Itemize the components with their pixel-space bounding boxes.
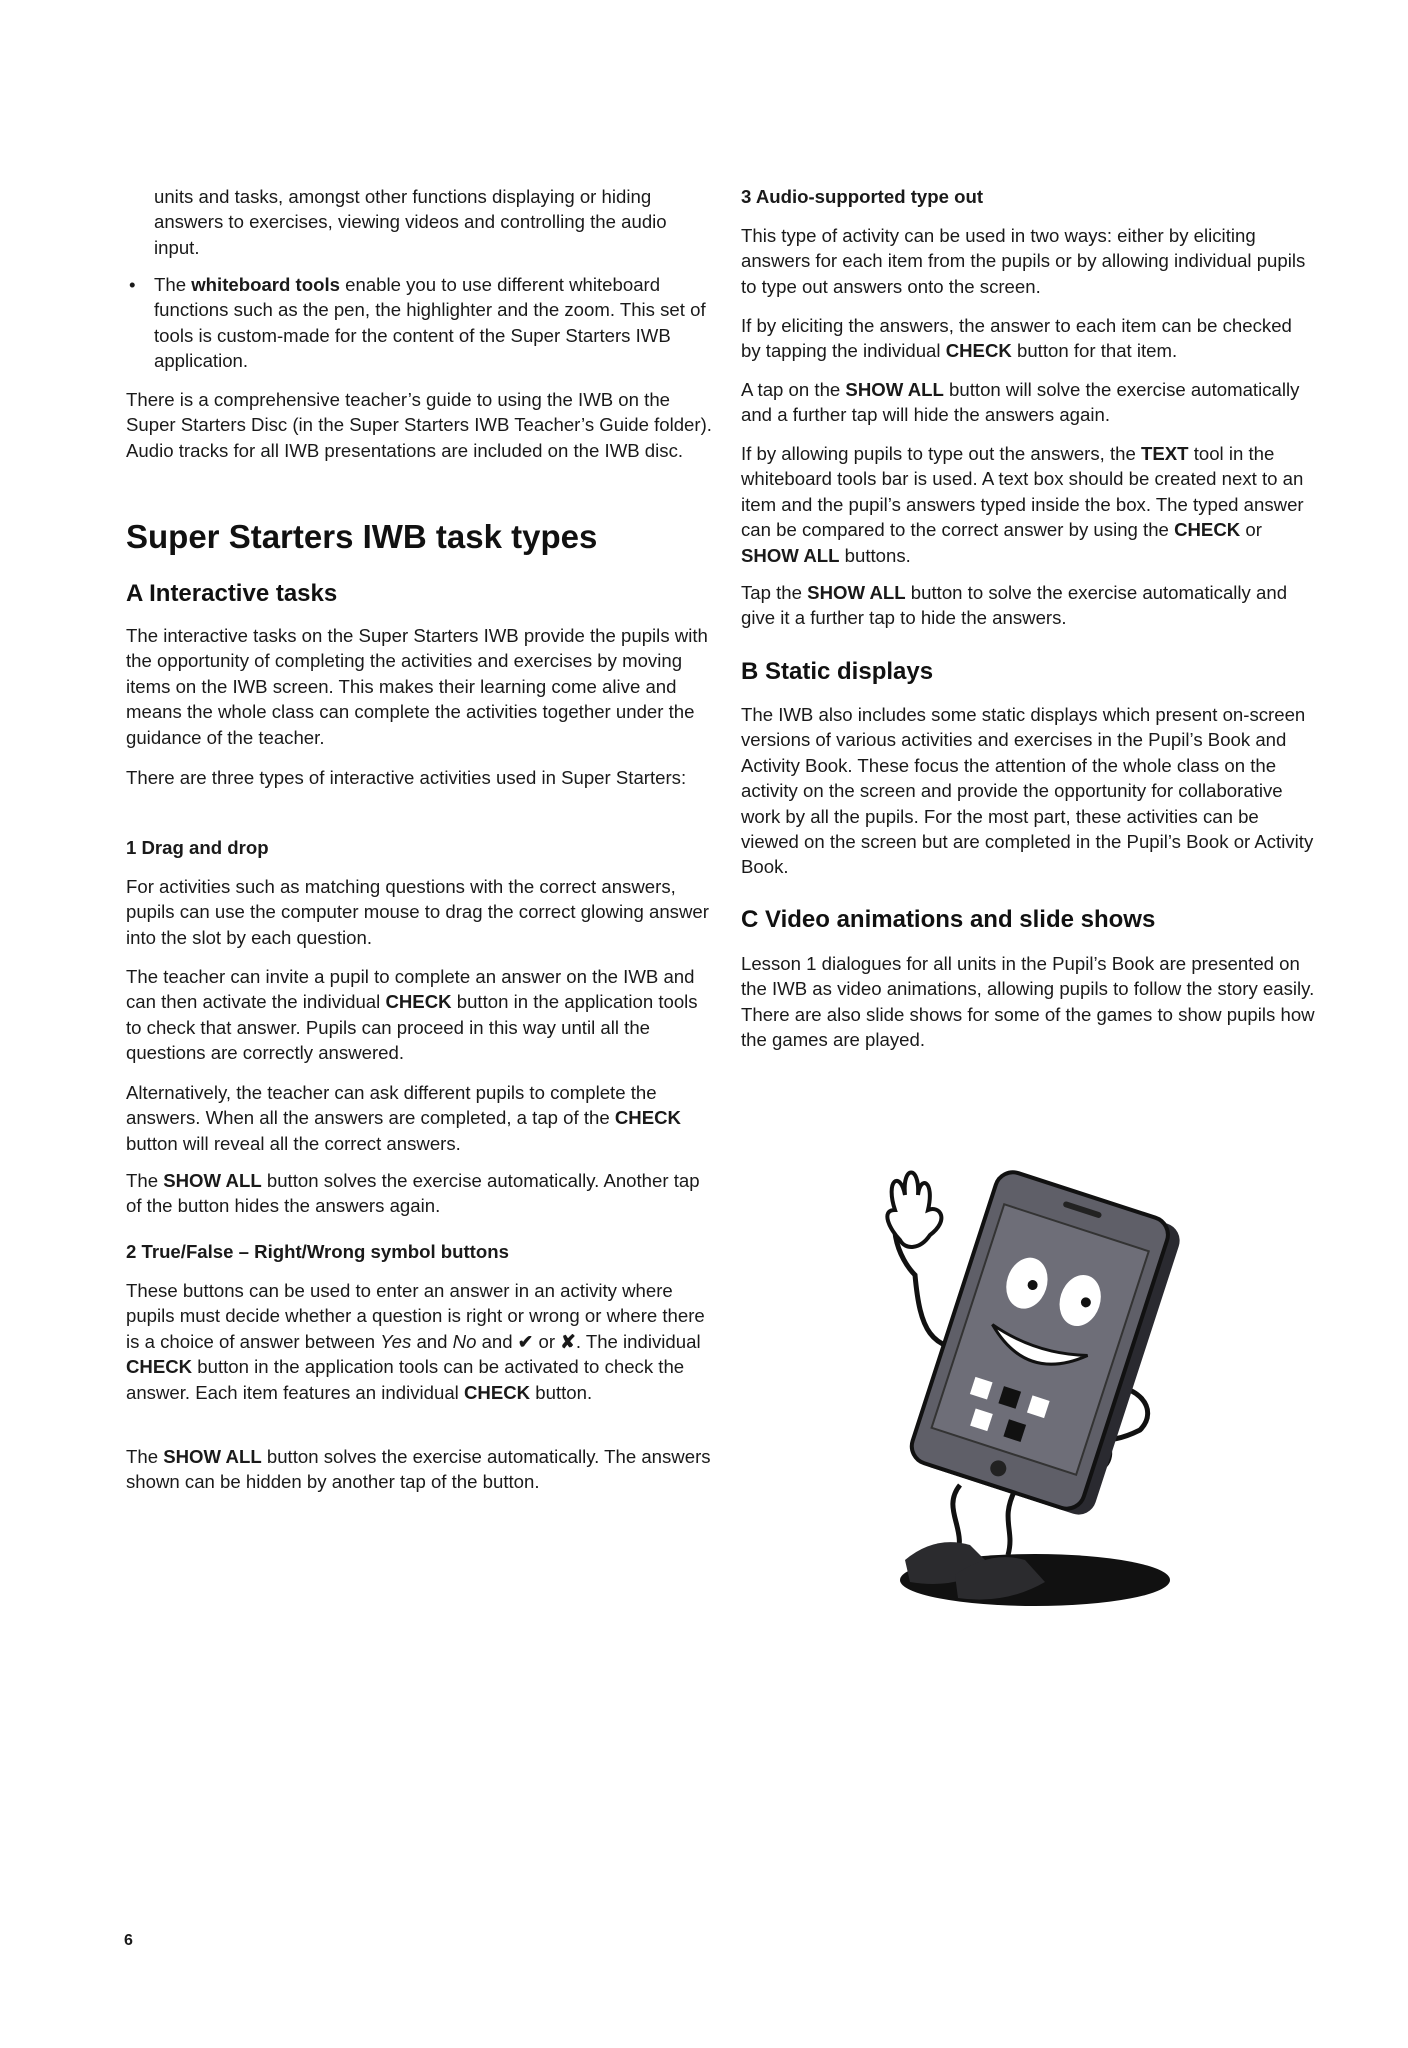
bold-text: CHECK bbox=[1174, 519, 1241, 541]
text: For activities such as matching questions with the correct answers, pupils can use the computer mouse to drag the correct glowing answer into the slot by each question. bbox=[126, 876, 709, 948]
text: A Interactive tasks bbox=[126, 580, 338, 607]
bullet-item bbox=[129, 272, 710, 374]
text: The IWB also includes some static displays which present on-screen versions of various activities and exercises in the Pupil’s Book and Activity Book. These focus the attention of the whole class on the activity on the screen and provide the opportunity for collaborative work by all the pupils. For the most part, these activities can be viewed on the screen but are completed in the Pupil’s Book or Activity Book. bbox=[741, 704, 1314, 878]
text: button in the application tools can be activated to check the answer. Each item features an individual bbox=[126, 1356, 685, 1403]
text: tool in the whiteboard tools bar is used. A text box should be created next to an item and the pupil’s answers typed inside the box. The typed answer can be compared to the correct answer by using the bbox=[741, 443, 1304, 541]
text: The bbox=[154, 274, 192, 295]
text: If by allowing pupils to type out the answers, the bbox=[741, 443, 1141, 464]
paragraph bbox=[126, 1168, 712, 1219]
bold-text: SHOW ALL bbox=[163, 1446, 262, 1467]
text: button for that item. bbox=[1011, 340, 1178, 362]
text: 3 Audio-supported type out bbox=[741, 186, 984, 207]
text: There are three types of interactive activities used in Super Starters: bbox=[126, 767, 687, 788]
section-heading bbox=[741, 184, 1316, 209]
text: enable you to use different whiteboard functions such as the pen, the highlighter and the zoom. This set of tools is custom-made for the content of the Super Starters IWB application. bbox=[154, 274, 706, 372]
smartphone-mascot-icon bbox=[840, 1150, 1270, 1630]
text: Alternatively, the teacher can ask different pupils to complete the answers. When all the answers are completed, a tap of the bbox=[126, 1082, 657, 1129]
paragraph bbox=[741, 951, 1316, 1053]
bold-text: SHOW ALL bbox=[741, 544, 840, 566]
section-heading bbox=[126, 579, 712, 609]
text: and bbox=[476, 1330, 518, 1352]
text: The teacher can invite a pupil to complete an answer on the IWB and can then activate the individual bbox=[126, 966, 695, 1013]
text: These buttons can be used to enter an answer in an activity where pupils must decide whether a question is right or wrong or where there is a choice of answer between bbox=[126, 1280, 705, 1352]
text: units and tasks, amongst other functions displaying or hiding answers to exercises, viewing videos and controlling the audio input. bbox=[154, 186, 667, 258]
section-heading bbox=[741, 657, 1316, 687]
italic-text: No bbox=[452, 1330, 477, 1352]
text: button. bbox=[530, 1381, 593, 1403]
text: B Static displays bbox=[741, 658, 934, 685]
text: The bbox=[126, 1446, 164, 1467]
section-heading bbox=[126, 1239, 712, 1264]
paragraph bbox=[126, 1278, 712, 1405]
text: 2 True/False – Right/Wrong symbol buttons bbox=[126, 1241, 509, 1262]
text: button solves the exercise automatically. The answers shown can be hidden by another tap of the button. bbox=[126, 1446, 711, 1493]
bold-text: CHECK bbox=[463, 1381, 531, 1403]
text: button solves the exercise automatically. Another tap of the button hides the answers again. bbox=[126, 1170, 700, 1217]
text: button in the application tools to check that answer. Pupils can proceed in this way until all the questions are correctly answered. bbox=[126, 991, 698, 1064]
text: C Video animations and slide shows bbox=[741, 906, 1156, 933]
paragraph bbox=[126, 623, 712, 750]
italic-text: Yes bbox=[380, 1330, 412, 1352]
paragraph bbox=[154, 184, 710, 260]
text: The bbox=[126, 1170, 164, 1191]
text: A tap on the bbox=[741, 379, 846, 400]
bold-text: ✘ bbox=[560, 1330, 576, 1352]
text: This type of activity can be used in two ways: either by eliciting answers for each item from the pupils or by allowing individual pupils to type out answers onto the screen. bbox=[741, 225, 1306, 297]
text: 1 Drag and drop bbox=[126, 837, 269, 858]
bold-text: SHOW ALL bbox=[807, 582, 906, 603]
paragraph bbox=[126, 1444, 712, 1495]
text: The interactive tasks on the Super Starters IWB provide the pupils with the opportunity of completing the activities and exercises by moving items on the IWB screen. This makes their learning come alive and means the whole class can complete the activities together under the guidance of the teacher. bbox=[126, 625, 708, 748]
section-heading bbox=[126, 835, 712, 860]
bold-text: TEXT bbox=[1141, 443, 1189, 464]
bold-text: CHECK bbox=[126, 1356, 193, 1378]
bold-text: CHECK bbox=[945, 340, 1012, 362]
bold-text: whiteboard tools bbox=[191, 274, 340, 295]
text: or bbox=[1240, 519, 1262, 541]
text: If by eliciting the answers, the answer to each item can be checked by tapping the individual bbox=[741, 315, 1292, 362]
text: or bbox=[533, 1330, 561, 1352]
paragraph bbox=[741, 223, 1316, 299]
paragraph bbox=[126, 874, 712, 950]
paragraph bbox=[126, 1080, 712, 1156]
text: There is a comprehensive teacher’s guide to using the IWB on the Super Starters Disc (in the Super Starters IWB Teacher’s Guide folder). Audio tracks for all IWB presentations are included on the IWB disc. bbox=[126, 389, 712, 461]
bullet-icon: • bbox=[129, 274, 136, 295]
paragraph bbox=[126, 964, 712, 1066]
text: Lesson 1 dialogues for all units in the Pupil’s Book are presented on the IWB as video animations, allowing pupils to follow the story easily. There are also slide shows for some of the games to show pupils how the games are played. bbox=[741, 953, 1315, 1051]
text: buttons. bbox=[839, 544, 911, 566]
text: button to solve the exercise automatically and give it a further tap to hide the answers. bbox=[741, 582, 1288, 629]
paragraph bbox=[741, 377, 1316, 428]
text: button will solve the exercise automatically and a further tap will hide the answers again. bbox=[741, 379, 1300, 426]
paragraph bbox=[741, 441, 1316, 568]
page-number: 6 bbox=[124, 1932, 133, 1949]
paragraph bbox=[126, 387, 712, 463]
paragraph bbox=[126, 765, 712, 790]
bold-text: CHECK bbox=[614, 1107, 681, 1129]
text: Super Starters IWB task types bbox=[126, 518, 598, 555]
section-heading bbox=[741, 905, 1316, 935]
text: button will reveal all the correct answers. bbox=[126, 1132, 461, 1154]
bold-text: SHOW ALL bbox=[163, 1170, 262, 1191]
text: . The individual bbox=[575, 1330, 701, 1352]
section-title bbox=[126, 517, 712, 557]
bold-text: ✔ bbox=[517, 1330, 534, 1352]
paragraph bbox=[741, 702, 1316, 880]
text: Tap the bbox=[741, 582, 808, 603]
bold-text: CHECK bbox=[385, 991, 452, 1013]
paragraph bbox=[741, 580, 1316, 631]
text: and bbox=[411, 1330, 453, 1352]
paragraph bbox=[741, 313, 1316, 364]
bold-text: SHOW ALL bbox=[845, 379, 944, 400]
